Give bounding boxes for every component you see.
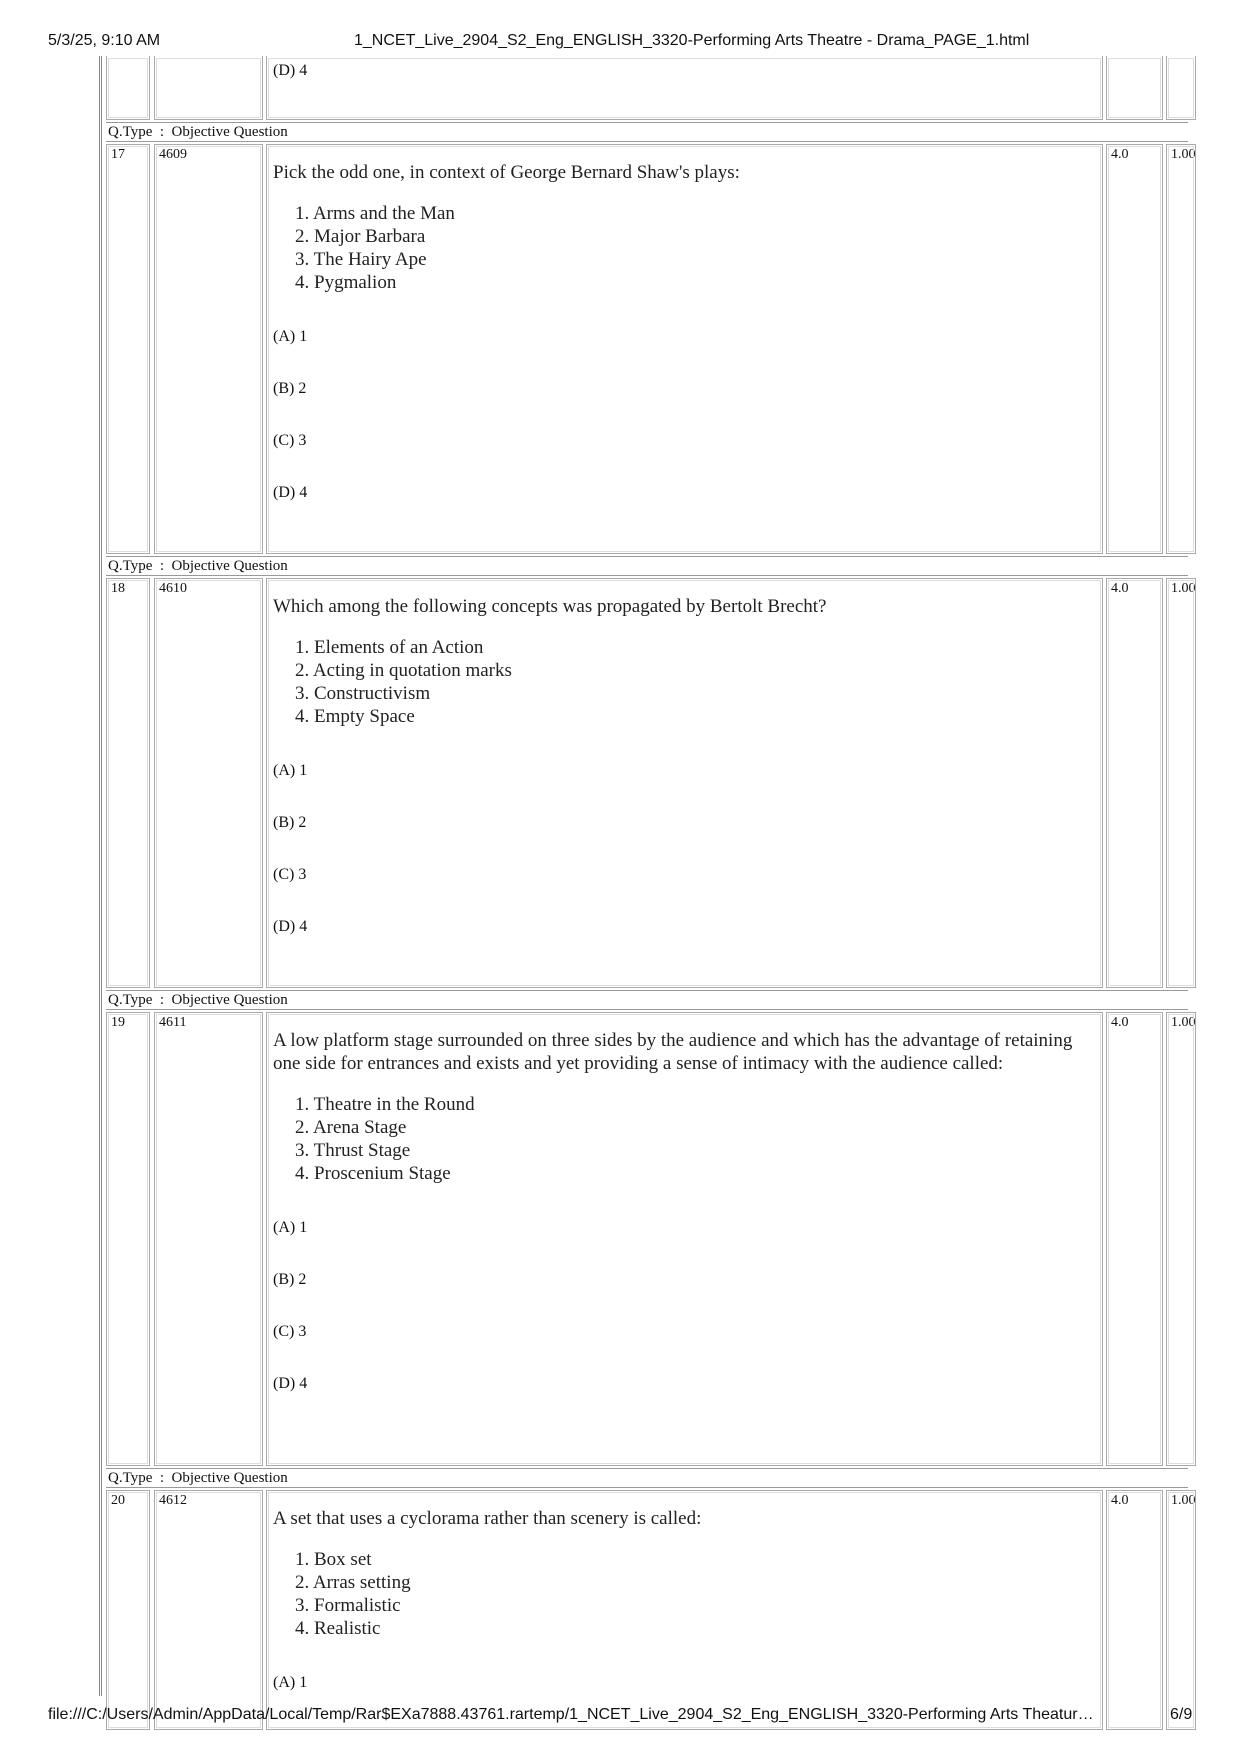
option-item: 4. Proscenium Stage [295, 1163, 451, 1184]
question-table [99, 56, 1196, 1696]
option-list [295, 636, 1102, 728]
prev-qid-cell [154, 56, 263, 120]
option-item: 3. Constructivism [295, 683, 431, 704]
question-text: Pick the odd one, in context of George Bernard Shaw's plays: [273, 162, 740, 183]
qtype-label: Q.Type [108, 558, 153, 574]
question-cell [266, 144, 1103, 554]
answer-b: (B) 2 [273, 814, 307, 831]
qtype-separator: : [159, 558, 165, 574]
print-page-number: 6/9 [1170, 1706, 1193, 1723]
negative-marks-cell: 1.00 [1166, 1012, 1196, 1466]
option-item: 1. Box set [295, 1549, 372, 1570]
qtype-row [106, 990, 1188, 1010]
qtype-separator: : [159, 1470, 165, 1486]
option-item: 2. Acting in quotation marks [295, 660, 512, 681]
question-text: Which among the following concepts was propagated by Bertolt Brecht? [273, 596, 827, 617]
qtype-value: Objective Question [171, 992, 288, 1008]
qtype-value: Objective Question [171, 124, 288, 140]
option-item: 3. The Hairy Ape [295, 249, 427, 270]
question-cell [266, 1012, 1103, 1466]
sl-cell: 18 [106, 578, 150, 988]
prev-neg-cell [1166, 56, 1196, 120]
answer-c: (C) 3 [273, 1323, 307, 1340]
qtype-row [106, 1468, 1188, 1488]
qtype-separator: : [159, 124, 165, 140]
answer-d: (D) 4 [273, 1375, 308, 1392]
qid-cell: 4609 [154, 144, 263, 554]
option-list [295, 202, 1102, 294]
qid-cell: 4612 [154, 1490, 263, 1730]
sl-cell: 19 [106, 1012, 150, 1466]
option-item: 2. Arena Stage [295, 1117, 407, 1138]
answer-a: (A) 1 [273, 762, 308, 779]
answer-c: (C) 3 [273, 432, 307, 449]
marks-cell: 4.0 [1106, 1490, 1163, 1730]
option-item: 4. Realistic [295, 1618, 381, 1639]
option-list [295, 1093, 1102, 1185]
negative-marks-cell: 1.00 [1166, 144, 1196, 554]
prev-question-cell [266, 56, 1103, 120]
option-item: 1. Elements of an Action [295, 637, 484, 658]
prev-answer-d: (D) 4 [273, 62, 308, 79]
answer-b: (B) 2 [273, 1271, 307, 1288]
option-item: 1. Arms and the Man [295, 203, 455, 224]
qtype-row [106, 122, 1188, 142]
qtype-value: Objective Question [171, 558, 288, 574]
question-text: A set that uses a cyclorama rather than scenery is called: [273, 1508, 702, 1529]
marks-cell: 4.0 [1106, 144, 1163, 554]
prev-marks-cell [1106, 56, 1163, 120]
qid-cell: 4610 [154, 578, 263, 988]
print-datetime: 5/3/25, 9:10 AM [48, 32, 161, 49]
option-item: 2. Arras setting [295, 1572, 411, 1593]
sl-cell: 17 [106, 144, 150, 554]
negative-marks-cell: 1.00 [1166, 578, 1196, 988]
option-item: 4. Empty Space [295, 706, 415, 727]
answer-c: (C) 3 [273, 866, 307, 883]
option-item: 1. Theatre in the Round [295, 1094, 475, 1115]
answer-a: (A) 1 [273, 1674, 308, 1691]
qtype-label: Q.Type [108, 1470, 153, 1486]
qid-cell: 4611 [154, 1012, 263, 1466]
qtype-label: Q.Type [108, 124, 153, 140]
option-list [295, 1548, 1102, 1640]
qtype-separator: : [159, 992, 165, 1008]
option-item: 3. Formalistic [295, 1595, 401, 1616]
qtype-row [106, 556, 1188, 576]
answer-b: (B) 2 [273, 380, 307, 397]
option-item: 4. Pygmalion [295, 272, 397, 293]
question-cell [266, 578, 1103, 988]
prev-sl-cell [106, 56, 150, 120]
answer-d: (D) 4 [273, 918, 308, 935]
option-item: 2. Major Barbara [295, 226, 426, 247]
print-footer-url: file:///C:/Users/Admin/AppData/Local/Temp/Rar$EXa7888.43761.rartemp/1_NCET_Live_2904_S2_Eng_ENGLISH_3320-Performing Arts Theatur… [48, 1706, 1094, 1723]
negative-marks-cell: 1.00 [1166, 1490, 1196, 1730]
option-item: 3. Thrust Stage [295, 1140, 411, 1161]
question-text: A low platform stage surrounded on three sides by the audience and which has the advantage of retaining one side for entrances and exists and yet providing a sense of intimacy with the audience called: [273, 1030, 1073, 1074]
qtype-label: Q.Type [108, 992, 153, 1008]
marks-cell: 4.0 [1106, 1012, 1163, 1466]
qtype-value: Objective Question [171, 1470, 288, 1486]
sl-cell: 20 [106, 1490, 150, 1730]
question-cell [266, 1490, 1103, 1730]
marks-cell: 4.0 [1106, 578, 1163, 988]
answer-a: (A) 1 [273, 328, 308, 345]
print-page-title: 1_NCET_Live_2904_S2_Eng_ENGLISH_3320-Performing Arts Theatre - Drama_PAGE_1.html [354, 32, 1030, 49]
answer-a: (A) 1 [273, 1219, 308, 1236]
answer-d: (D) 4 [273, 484, 308, 501]
